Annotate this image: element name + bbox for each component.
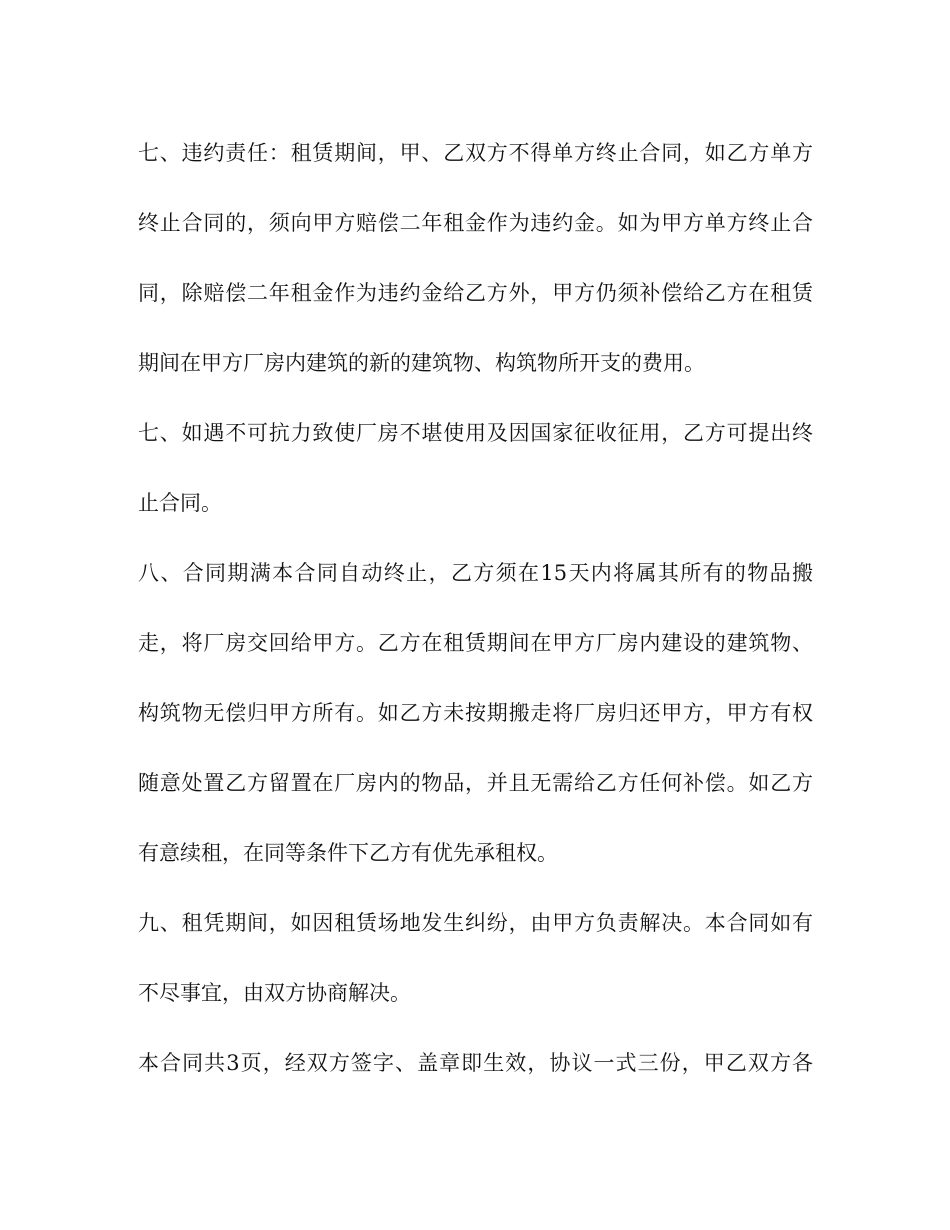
text-line: 走，将厂房交回给甲方。乙方在租赁期间在甲方厂房内建设的建筑物、: [138, 631, 813, 655]
text-line: 构筑物无偿归甲方所有。如乙方未按期搬走将厂房归还甲方，甲方有权: [138, 701, 813, 725]
text-line: 七、违约责任：租赁期间，甲、乙双方不得单方终止合同，如乙方单方: [138, 141, 813, 165]
text-line: 期间在甲方厂房内建筑的新的建筑物、构筑物所开支的费用。: [138, 351, 705, 375]
text-line: 八、合同期满本合同自动终止，乙方须在15天内将属其所有的物品搬: [138, 561, 813, 585]
text-line: 随意处置乙方留置在厂房内的物品，并且无需给乙方任何补偿。如乙方: [138, 771, 813, 795]
text-line: 止合同。: [138, 491, 222, 515]
text-line: 有意续租，在同等条件下乙方有优先承租权。: [138, 841, 558, 865]
text-line: 同，除赔偿二年租金作为违约金给乙方外，甲方仍须补偿给乙方在租赁: [138, 281, 813, 305]
text-line: 七、如遇不可抗力致使厂房不堪使用及因国家征收征用，乙方可提出终: [138, 421, 813, 445]
contract-text: [138, 118, 813, 1098]
text-line: 九、租凭期间，如因租赁场地发生纠纷，由甲方负责解决。本合同如有: [138, 911, 813, 935]
text-line: 本合同共3页，经双方签字、盖章即生效，协议一式三份，甲乙双方各: [138, 1051, 813, 1075]
text-line: 终止合同的，须向甲方赔偿二年租金作为违约金。如为甲方单方终止合: [138, 211, 813, 235]
text-line: 不尽事宜，由双方协商解决。: [138, 981, 411, 1005]
